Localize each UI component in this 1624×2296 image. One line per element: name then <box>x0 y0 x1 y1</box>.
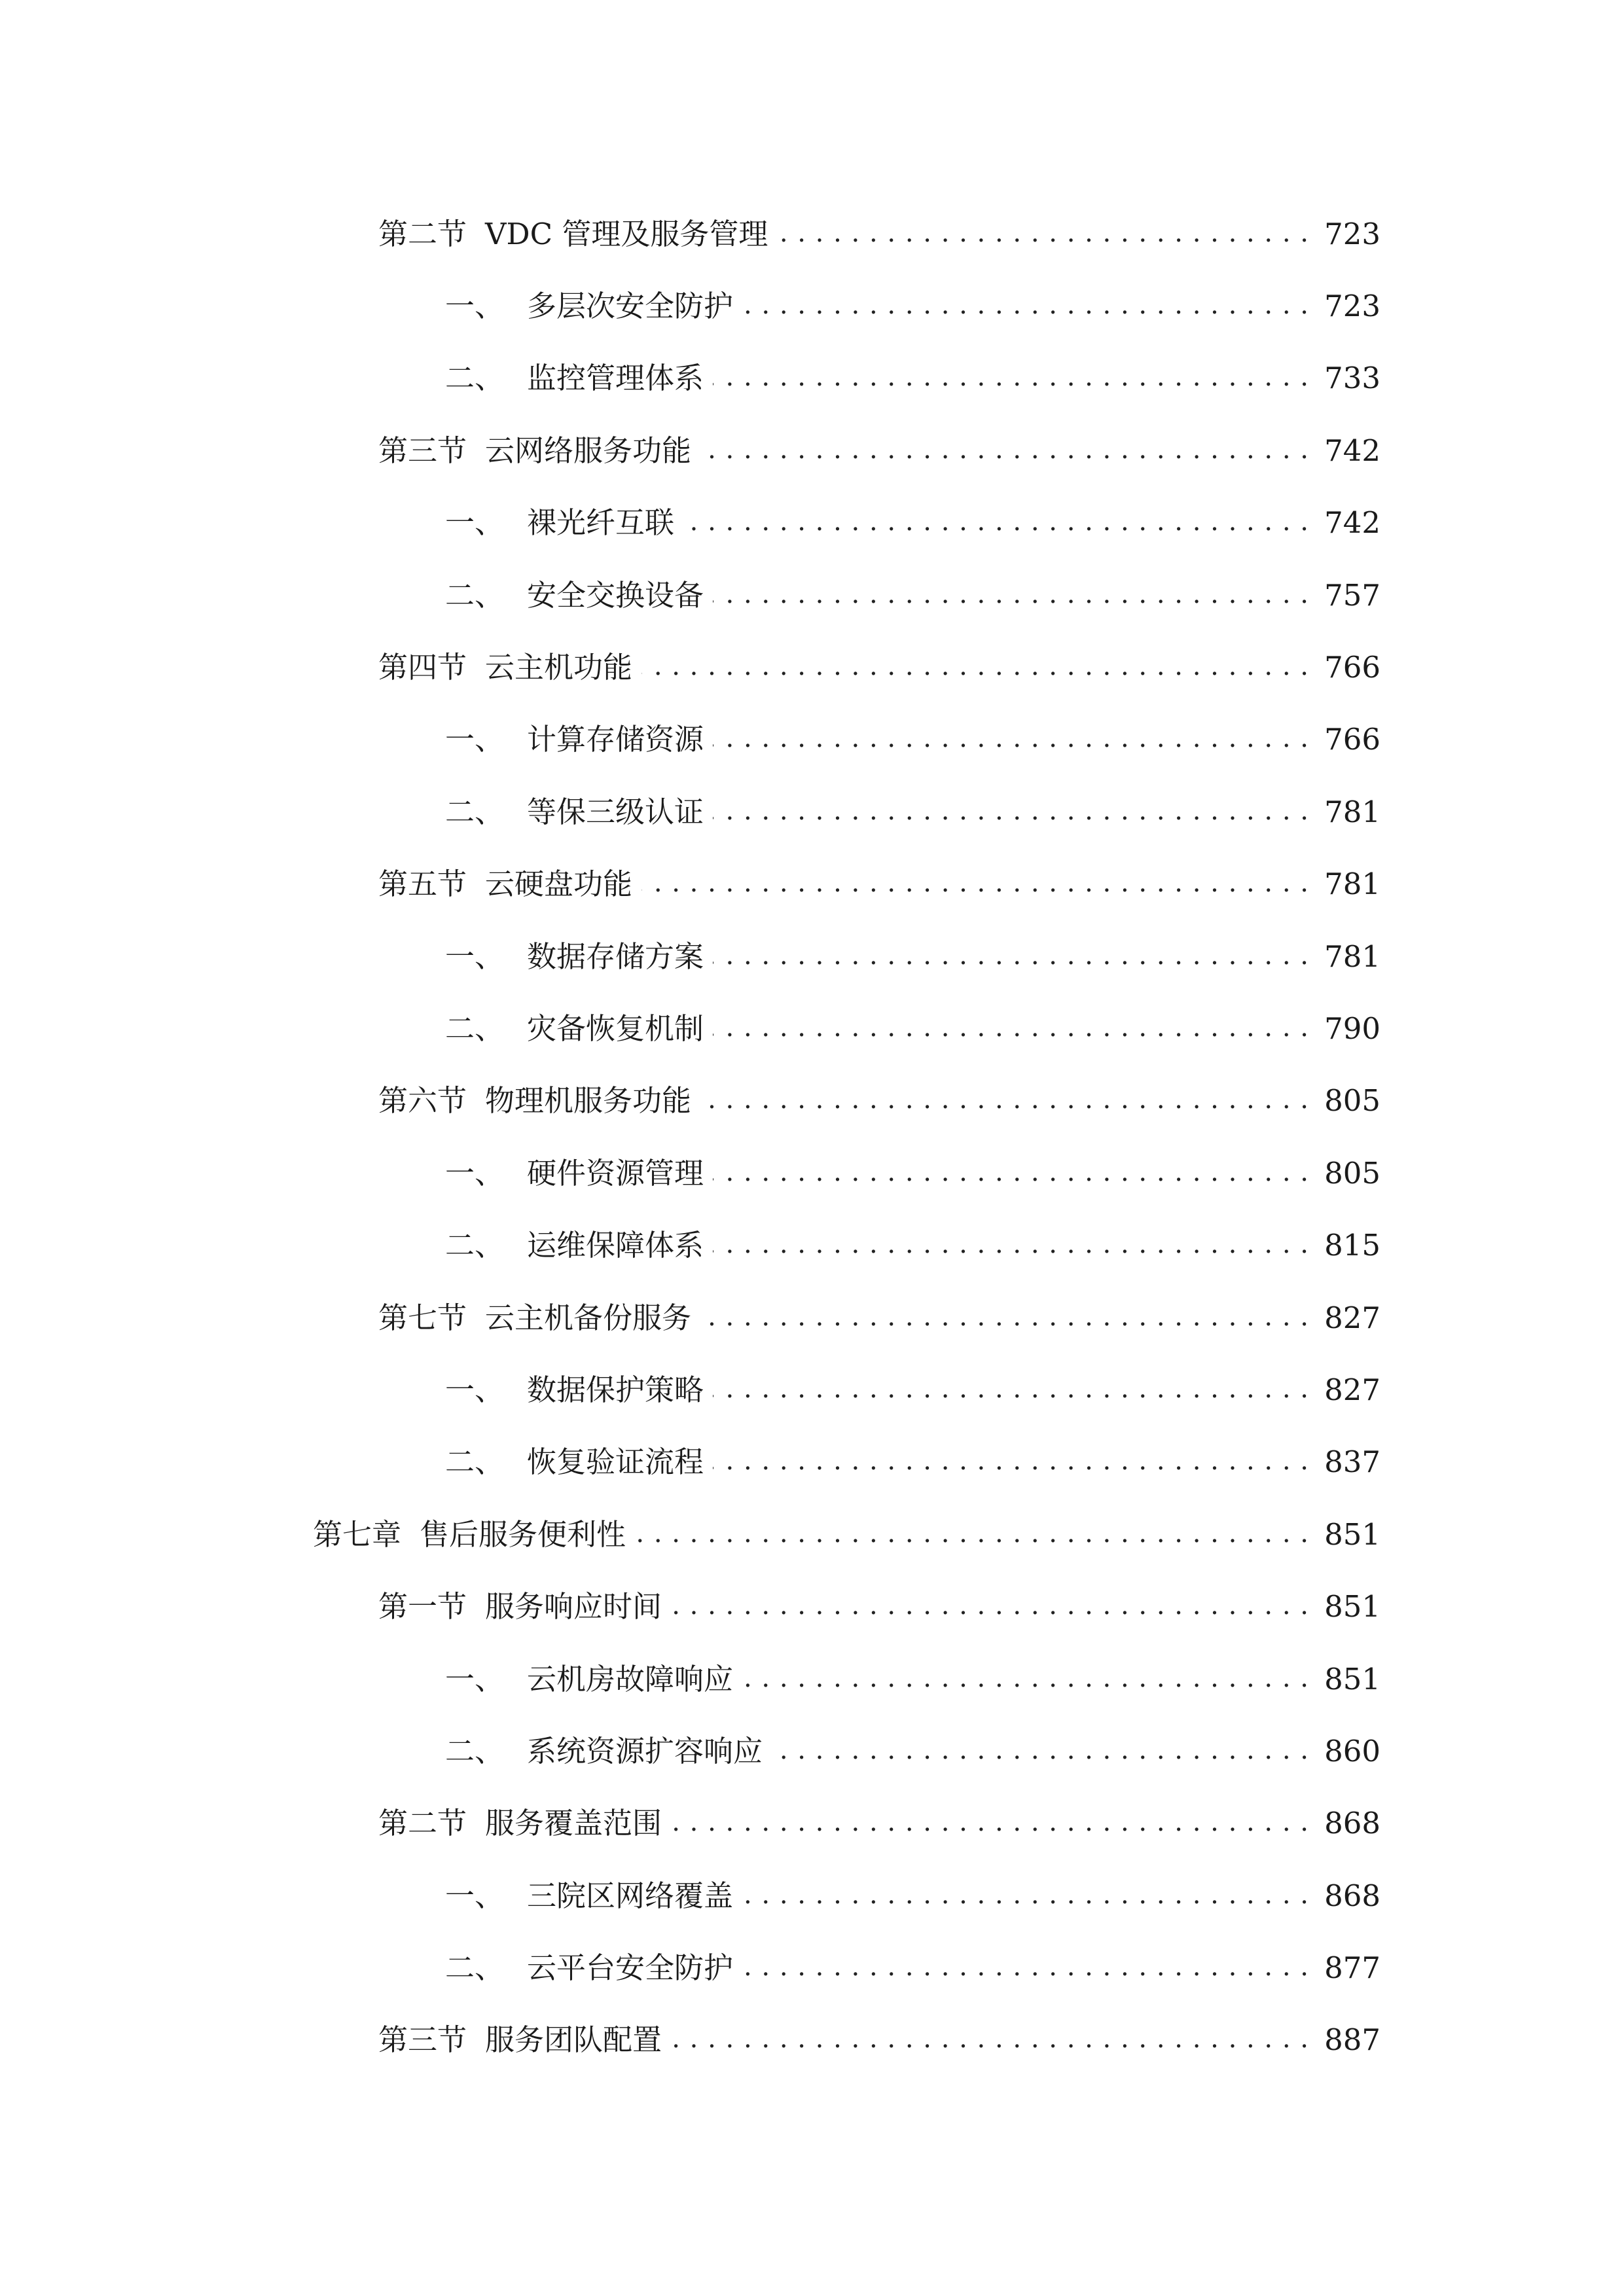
toc-entry-title: 系统资源扩容响应 <box>527 1733 763 1768</box>
toc-entry-page: 877 <box>1324 1950 1380 1986</box>
dot-leader <box>713 797 1309 827</box>
toc-entry-title: 云网络服务功能 <box>485 433 692 468</box>
dot-leader <box>713 725 1309 754</box>
toc-entry[interactable] <box>0 1426 1624 1498</box>
toc-entry[interactable] <box>0 487 1624 559</box>
toc-entry-page: 868 <box>1324 1878 1380 1913</box>
toc-entry[interactable] <box>0 559 1624 631</box>
toc-entry-title: 服务响应时间 <box>485 1589 662 1624</box>
toc-entry-title: 云主机备份服务 <box>485 1300 692 1335</box>
toc-entry-number: 二、 <box>445 1011 505 1046</box>
toc-entry-number: 第七章 <box>313 1516 402 1552</box>
dot-leader <box>742 291 1309 321</box>
toc-entry-number: 二、 <box>445 1444 505 1480</box>
toc-entry-title: 云硬盘功能 <box>485 867 633 902</box>
toc-entry[interactable] <box>0 2004 1624 2076</box>
toc-entry-number: 第七节 <box>378 1300 467 1335</box>
dot-leader <box>772 1736 1309 1766</box>
toc-entry-page: 742 <box>1324 505 1380 541</box>
toc-entry-page: 781 <box>1324 867 1380 902</box>
toc-entry-page: 723 <box>1324 289 1380 324</box>
dot-leader <box>671 1592 1309 1621</box>
toc-entry-page: 827 <box>1324 1372 1380 1407</box>
toc-entry[interactable] <box>0 848 1624 920</box>
toc-entry-number: 第四节 <box>378 650 467 685</box>
dot-leader <box>713 942 1309 971</box>
toc-entry-title: 云平台安全防护 <box>527 1950 734 1986</box>
toc-entry-page: 766 <box>1324 650 1380 685</box>
toc-entry-title: 数据存储方案 <box>527 939 704 974</box>
toc-entry[interactable] <box>0 1931 1624 2003</box>
toc-entry-page: 781 <box>1324 939 1380 974</box>
toc-entry[interactable] <box>0 1354 1624 1426</box>
toc-entry-number: 第二节 <box>378 1806 467 1841</box>
toc-entry[interactable] <box>0 704 1624 776</box>
toc-entry[interactable] <box>0 342 1624 414</box>
toc-entry-page: 851 <box>1324 1589 1380 1624</box>
toc-entry-title: 安全交换设备 <box>527 577 704 613</box>
toc-entry-title: 服务团队配置 <box>485 2022 662 2058</box>
toc-entry-number: 一、 <box>445 1878 505 1913</box>
toc-entry[interactable] <box>0 1570 1624 1642</box>
toc-entry[interactable] <box>0 1282 1624 1354</box>
toc-entry-page: 733 <box>1324 361 1380 396</box>
dot-leader <box>713 1375 1309 1405</box>
toc-entry-page: 805 <box>1324 1083 1380 1119</box>
toc-entry-number: 一、 <box>445 1372 505 1407</box>
toc-entry-title: 监控管理体系 <box>527 361 704 396</box>
toc-entry-page: 860 <box>1324 1733 1380 1768</box>
toc-entry-title: 恢复验证流程 <box>527 1444 704 1480</box>
toc-entry-number: 一、 <box>445 505 505 541</box>
toc-entry-page: 868 <box>1324 1806 1380 1841</box>
dot-leader <box>641 869 1309 899</box>
toc-entry-title: 物理机服务功能 <box>485 1083 692 1119</box>
toc-entry-title: 多层次安全防护 <box>527 289 734 324</box>
toc-entry-number: 第三节 <box>378 433 467 468</box>
toc-entry-number: 第一节 <box>378 1589 467 1624</box>
dot-leader <box>641 653 1309 682</box>
dot-leader <box>742 1664 1309 1694</box>
toc-entry[interactable] <box>0 776 1624 848</box>
toc-entry-page: 766 <box>1324 722 1380 757</box>
toc-entry-page: 723 <box>1324 216 1380 251</box>
toc-entry-title: 三院区网络覆盖 <box>527 1878 734 1913</box>
toc-entry-number: 第三节 <box>378 2022 467 2058</box>
toc-entry[interactable] <box>0 1859 1624 1931</box>
dot-leader <box>713 1014 1309 1043</box>
dot-leader <box>671 2025 1309 2054</box>
dot-leader <box>700 1303 1309 1333</box>
toc-entry[interactable] <box>0 1065 1624 1137</box>
dot-leader <box>700 1086 1309 1115</box>
toc-entry-number: 一、 <box>445 1661 505 1696</box>
toc-entry-title: 服务覆盖范围 <box>485 1806 662 1841</box>
dot-leader <box>713 363 1309 393</box>
dot-leader <box>742 1881 1309 1910</box>
dot-leader <box>713 581 1309 610</box>
toc-entry-number: 二、 <box>445 794 505 829</box>
toc-entry-page: 805 <box>1324 1155 1380 1191</box>
toc-entry-title: 计算存储资源 <box>527 722 704 757</box>
toc-entry-title: 等保三级认证 <box>527 794 704 829</box>
toc-entry-page: 851 <box>1324 1661 1380 1696</box>
toc-entry-number: 一、 <box>445 722 505 757</box>
toc-entry-page: 827 <box>1324 1300 1380 1335</box>
toc-entry-page: 887 <box>1324 2022 1380 2058</box>
toc-entry-page: 790 <box>1324 1011 1380 1046</box>
toc-entry[interactable] <box>0 1209 1624 1281</box>
toc-entry[interactable] <box>0 270 1624 342</box>
toc-entry-number: 二、 <box>445 577 505 613</box>
toc-entry-page: 781 <box>1324 794 1380 829</box>
toc-entry-title: 裸光纤互联 <box>527 505 675 541</box>
dot-leader <box>700 436 1309 465</box>
toc-entry-title: 运维保障体系 <box>527 1228 704 1263</box>
toc-entry-number: 第五节 <box>378 867 467 902</box>
toc-entry-number: 第六节 <box>378 1083 467 1119</box>
toc-entry-number: 一、 <box>445 939 505 974</box>
toc-entry-page: 851 <box>1324 1516 1380 1552</box>
toc-entry-title: VDC 管理及服务管理 <box>485 216 768 251</box>
toc-entry-number: 一、 <box>445 289 505 324</box>
toc-entry[interactable] <box>0 198 1624 270</box>
dot-leader <box>635 1520 1309 1549</box>
toc-entry[interactable] <box>0 631 1624 703</box>
toc-entry-title: 云主机功能 <box>485 650 633 685</box>
toc-entry[interactable] <box>0 992 1624 1064</box>
dot-leader <box>671 1808 1309 1838</box>
toc-entry[interactable] <box>0 1137 1624 1209</box>
toc-entry-title: 数据保护策略 <box>527 1372 704 1407</box>
toc-entry-number: 二、 <box>445 1733 505 1768</box>
dot-leader <box>777 219 1309 249</box>
toc-entry[interactable] <box>0 920 1624 992</box>
toc-entry-number: 二、 <box>445 361 505 396</box>
toc-entry-title: 售后服务便利性 <box>420 1516 626 1552</box>
toc-entry-page: 837 <box>1324 1444 1380 1480</box>
dot-leader <box>713 1230 1309 1260</box>
toc-entry[interactable] <box>0 1715 1624 1787</box>
dot-leader <box>683 508 1309 537</box>
table-of-contents <box>0 198 1624 2076</box>
toc-entry[interactable] <box>0 414 1624 486</box>
dot-leader <box>713 1447 1309 1477</box>
toc-entry-page: 757 <box>1324 577 1380 613</box>
toc-entry-title: 灾备恢复机制 <box>527 1011 704 1046</box>
toc-entry-number: 二、 <box>445 1228 505 1263</box>
toc-entry-number: 二、 <box>445 1950 505 1986</box>
toc-entry-page: 815 <box>1324 1228 1380 1263</box>
toc-entry-title: 硬件资源管理 <box>527 1155 704 1191</box>
toc-entry-page: 742 <box>1324 433 1380 468</box>
toc-entry[interactable] <box>0 1787 1624 1859</box>
dot-leader <box>742 1953 1309 1982</box>
toc-entry-number: 第二节 <box>378 216 467 251</box>
dot-leader <box>713 1158 1309 1188</box>
toc-entry-title: 云机房故障响应 <box>527 1661 734 1696</box>
toc-entry-number: 一、 <box>445 1155 505 1191</box>
toc-entry[interactable] <box>0 1643 1624 1715</box>
toc-entry[interactable] <box>0 1498 1624 1570</box>
